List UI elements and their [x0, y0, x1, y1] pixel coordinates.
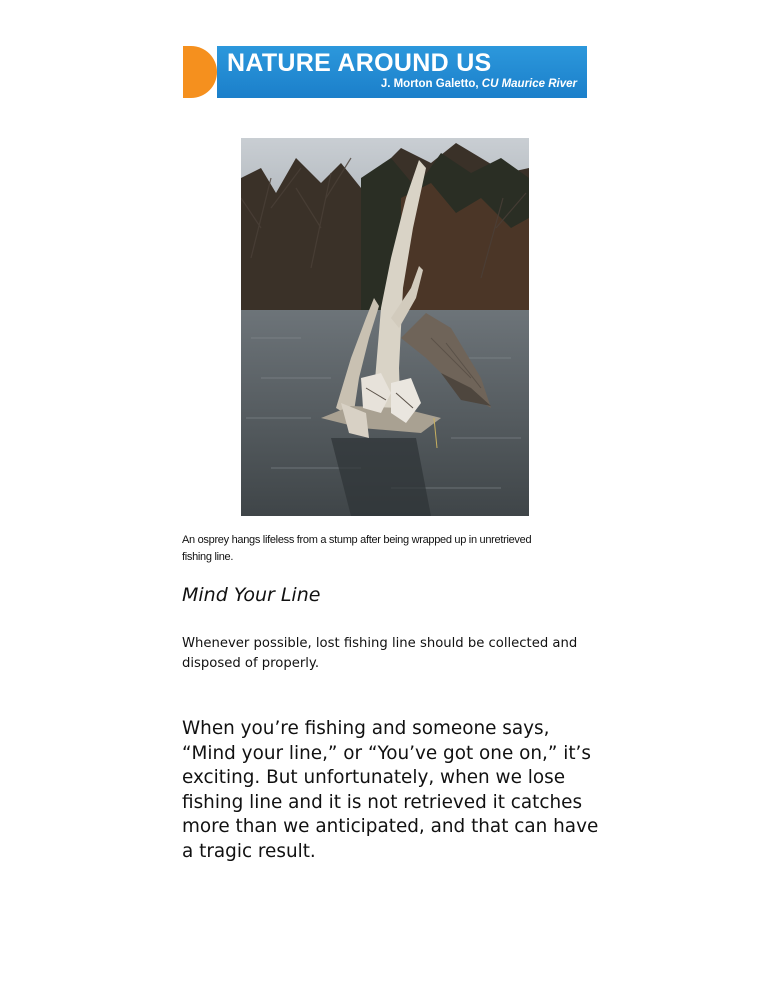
masthead-title: NATURE AROUND US: [227, 49, 492, 77]
photo-caption: An osprey hangs lifeless from a stump after being wrapped up in unretrieved fishing line.: [182, 534, 532, 563]
masthead-byline: [381, 78, 577, 90]
photo-image: [241, 138, 529, 516]
byline-author: J. Morton Galetto,: [380, 78, 482, 90]
article-body: When you’re fishing and someone says, “Mind your line,” or “You’ve got one on,” it’s exciting. But unfortunately, when we lose fishing line and it is not retrieved it catches more than we anticipated, and that can have a tragic result.: [182, 718, 599, 862]
byline-organization: CU Maurice River: [481, 78, 577, 90]
article-headline: Mind Your Line: [182, 584, 321, 606]
article-deck: Whenever possible, lost fishing line should be collected and disposed of properly.: [182, 636, 578, 671]
masthead-orange-tab: [183, 46, 217, 98]
osprey-photo: [241, 138, 529, 516]
masthead-banner: [183, 46, 587, 98]
